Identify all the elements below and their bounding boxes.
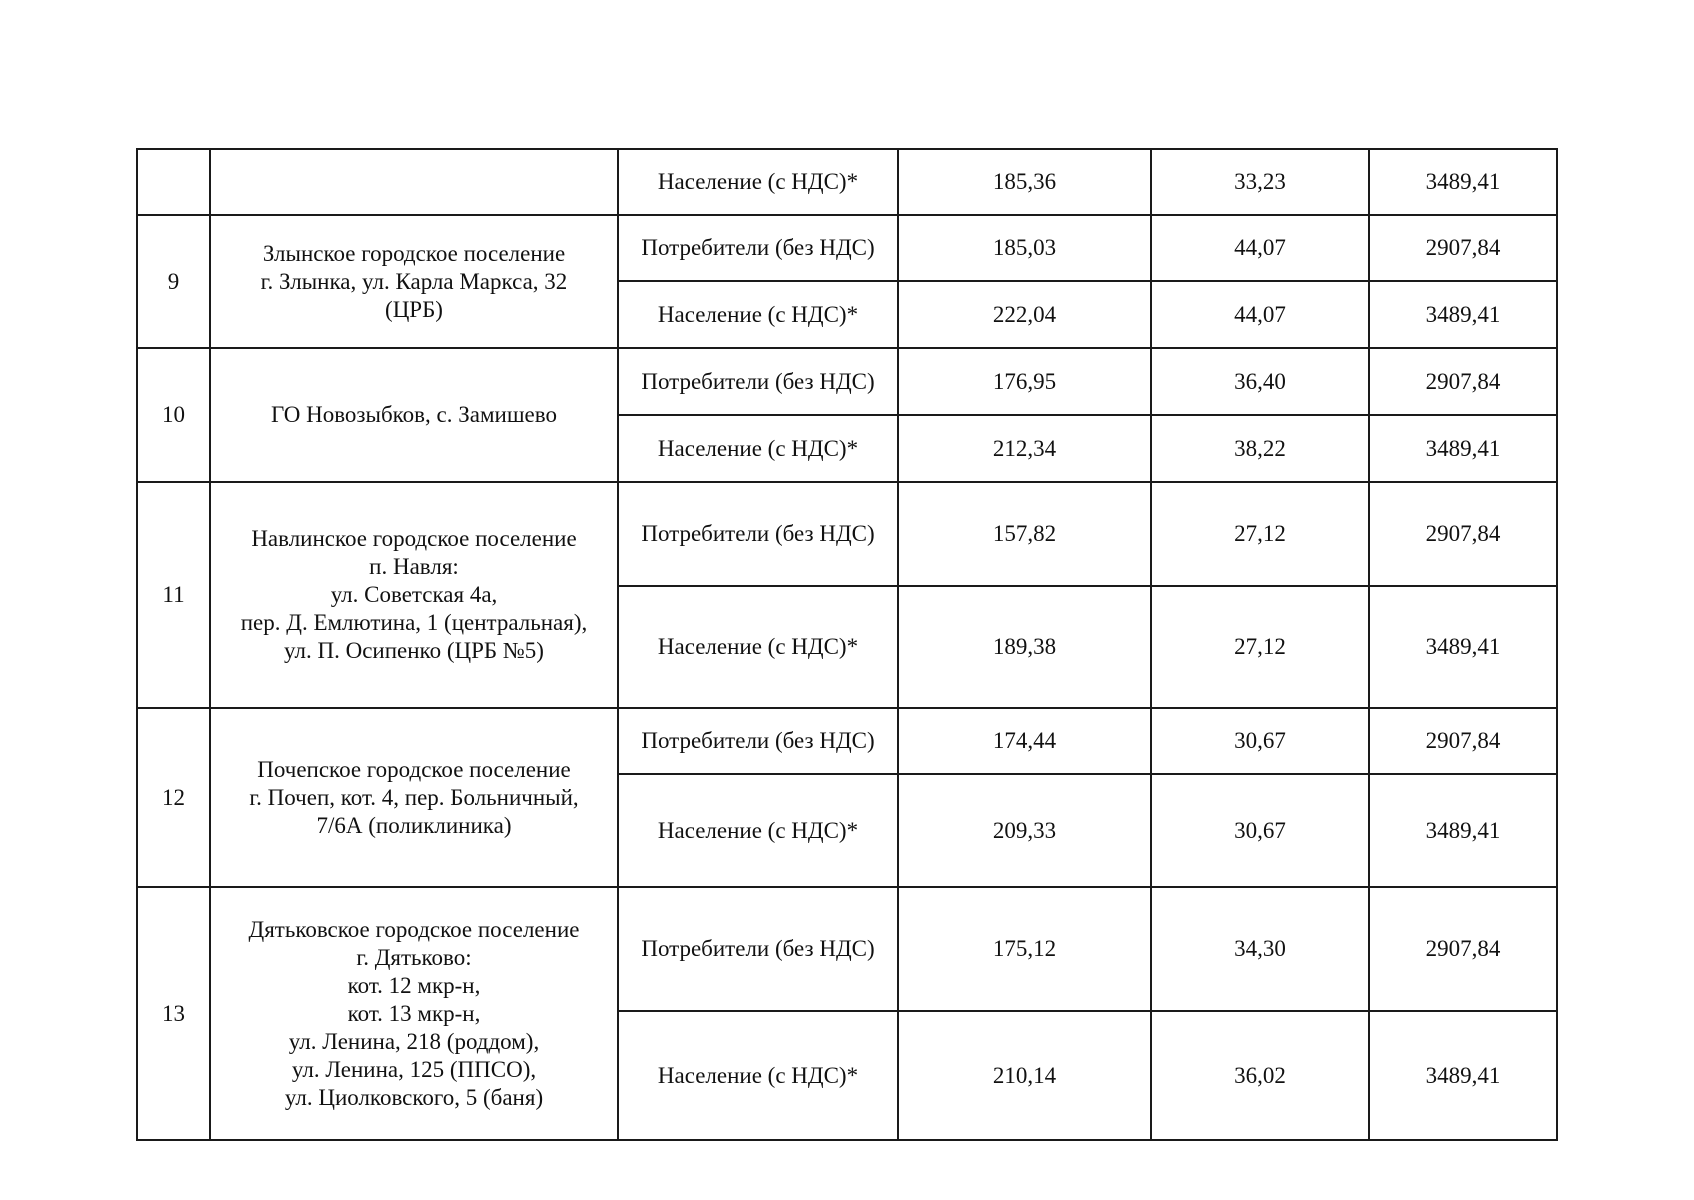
consumer-cell: Потребители (без НДС) — [618, 215, 898, 281]
place-line: Почепское городское поселение — [257, 756, 571, 782]
tariff-table — [136, 148, 1558, 1141]
place-line: кот. 13 мкр-н, — [347, 1000, 481, 1026]
value-3-cell: 3489,41 — [1369, 281, 1557, 348]
consumer-cell: Потребители (без НДС) — [618, 887, 898, 1011]
value-1-cell: 176,95 — [898, 348, 1151, 415]
place-line: ул. П. Осипенко (ЦРБ №5) — [284, 638, 544, 663]
place-cell — [210, 215, 618, 348]
row-number-cell: 11 — [137, 482, 210, 708]
value-2-cell: 44,07 — [1151, 215, 1369, 281]
consumer-cell: Население (с НДС)* — [618, 415, 898, 482]
value-1-cell: 222,04 — [898, 281, 1151, 348]
value-2-cell: 30,67 — [1151, 774, 1369, 887]
row-number-cell: 13 — [137, 887, 210, 1140]
row-number-cell: 12 — [137, 708, 210, 887]
value-3-cell: 3489,41 — [1369, 149, 1557, 215]
value-2-cell: 38,22 — [1151, 415, 1369, 482]
place-line: Злынское городское поселение — [262, 240, 566, 266]
place-line: п. Навля: — [369, 554, 459, 579]
value-1-cell: 175,12 — [898, 887, 1151, 1011]
place-line: г. Почеп, кот. 4, пер. Больничный, — [249, 784, 579, 810]
consumer-cell: Население (с НДС)* — [618, 1011, 898, 1140]
consumer-cell: Население (с НДС)* — [618, 149, 898, 215]
value-3-cell: 3489,41 — [1369, 586, 1557, 708]
value-1-cell: 174,44 — [898, 708, 1151, 774]
consumer-cell: Население (с НДС)* — [618, 281, 898, 348]
place-line: 7/6А (поликлиника) — [316, 812, 512, 838]
value-1-cell: 209,33 — [898, 774, 1151, 887]
place-line: (ЦРБ) — [385, 296, 443, 322]
value-2-cell: 36,02 — [1151, 1011, 1369, 1140]
value-3-cell: 2907,84 — [1369, 482, 1557, 586]
value-1-cell: 157,82 — [898, 482, 1151, 586]
value-3-cell: 3489,41 — [1369, 1011, 1557, 1140]
place-cell — [210, 348, 618, 482]
row-number-cell: 9 — [137, 215, 210, 348]
consumer-cell: Потребители (без НДС) — [618, 482, 898, 586]
consumer-cell: Население (с НДС)* — [618, 774, 898, 887]
value-1-cell: 212,34 — [898, 415, 1151, 482]
place-line: Навлинское городское поселение — [251, 526, 577, 551]
value-2-cell: 36,40 — [1151, 348, 1369, 415]
row-number-cell — [137, 149, 210, 215]
place-cell — [210, 887, 618, 1140]
consumer-cell: Потребители (без НДС) — [618, 348, 898, 415]
value-1-cell: 185,36 — [898, 149, 1151, 215]
place-line: ГО Новозыбков, с. Замишево — [271, 402, 557, 427]
row-number-cell: 10 — [137, 348, 210, 482]
place-line: ул. Циолковского, 5 (баня) — [284, 1084, 544, 1110]
value-1-cell: 210,14 — [898, 1011, 1151, 1140]
table-row — [137, 887, 1557, 1011]
table-row — [137, 149, 1557, 215]
table-row — [137, 482, 1557, 586]
value-2-cell: 27,12 — [1151, 586, 1369, 708]
value-2-cell: 34,30 — [1151, 887, 1369, 1011]
place-line: г. Дятьково: — [356, 944, 472, 970]
value-2-cell: 33,23 — [1151, 149, 1369, 215]
consumer-cell: Потребители (без НДС) — [618, 708, 898, 774]
place-line: кот. 12 мкр-н, — [347, 972, 481, 998]
consumer-cell: Население (с НДС)* — [618, 586, 898, 708]
place-line: г. Злынка, ул. Карла Маркса, 32 — [260, 268, 568, 294]
value-3-cell: 2907,84 — [1369, 887, 1557, 1011]
place-line: ул. Ленина, 125 (ППСО), — [291, 1056, 537, 1082]
value-3-cell: 2907,84 — [1369, 348, 1557, 415]
place-line: Дятьковское городское поселение — [248, 916, 580, 942]
value-2-cell: 44,07 — [1151, 281, 1369, 348]
value-3-cell: 3489,41 — [1369, 415, 1557, 482]
value-1-cell: 189,38 — [898, 586, 1151, 708]
value-3-cell: 2907,84 — [1369, 708, 1557, 774]
value-3-cell: 2907,84 — [1369, 215, 1557, 281]
place-cell — [210, 708, 618, 887]
place-line: ул. Советская 4а, — [330, 582, 498, 607]
place-cell — [210, 149, 618, 215]
table-row — [137, 215, 1557, 281]
table-row — [137, 348, 1557, 415]
table-row — [137, 708, 1557, 774]
value-3-cell: 3489,41 — [1369, 774, 1557, 887]
place-line: ул. Ленина, 218 (роддом), — [288, 1028, 540, 1054]
place-cell — [210, 482, 618, 708]
value-2-cell: 27,12 — [1151, 482, 1369, 586]
value-2-cell: 30,67 — [1151, 708, 1369, 774]
place-line: пер. Д. Емлютина, 1 (центральная), — [240, 610, 588, 635]
value-1-cell: 185,03 — [898, 215, 1151, 281]
